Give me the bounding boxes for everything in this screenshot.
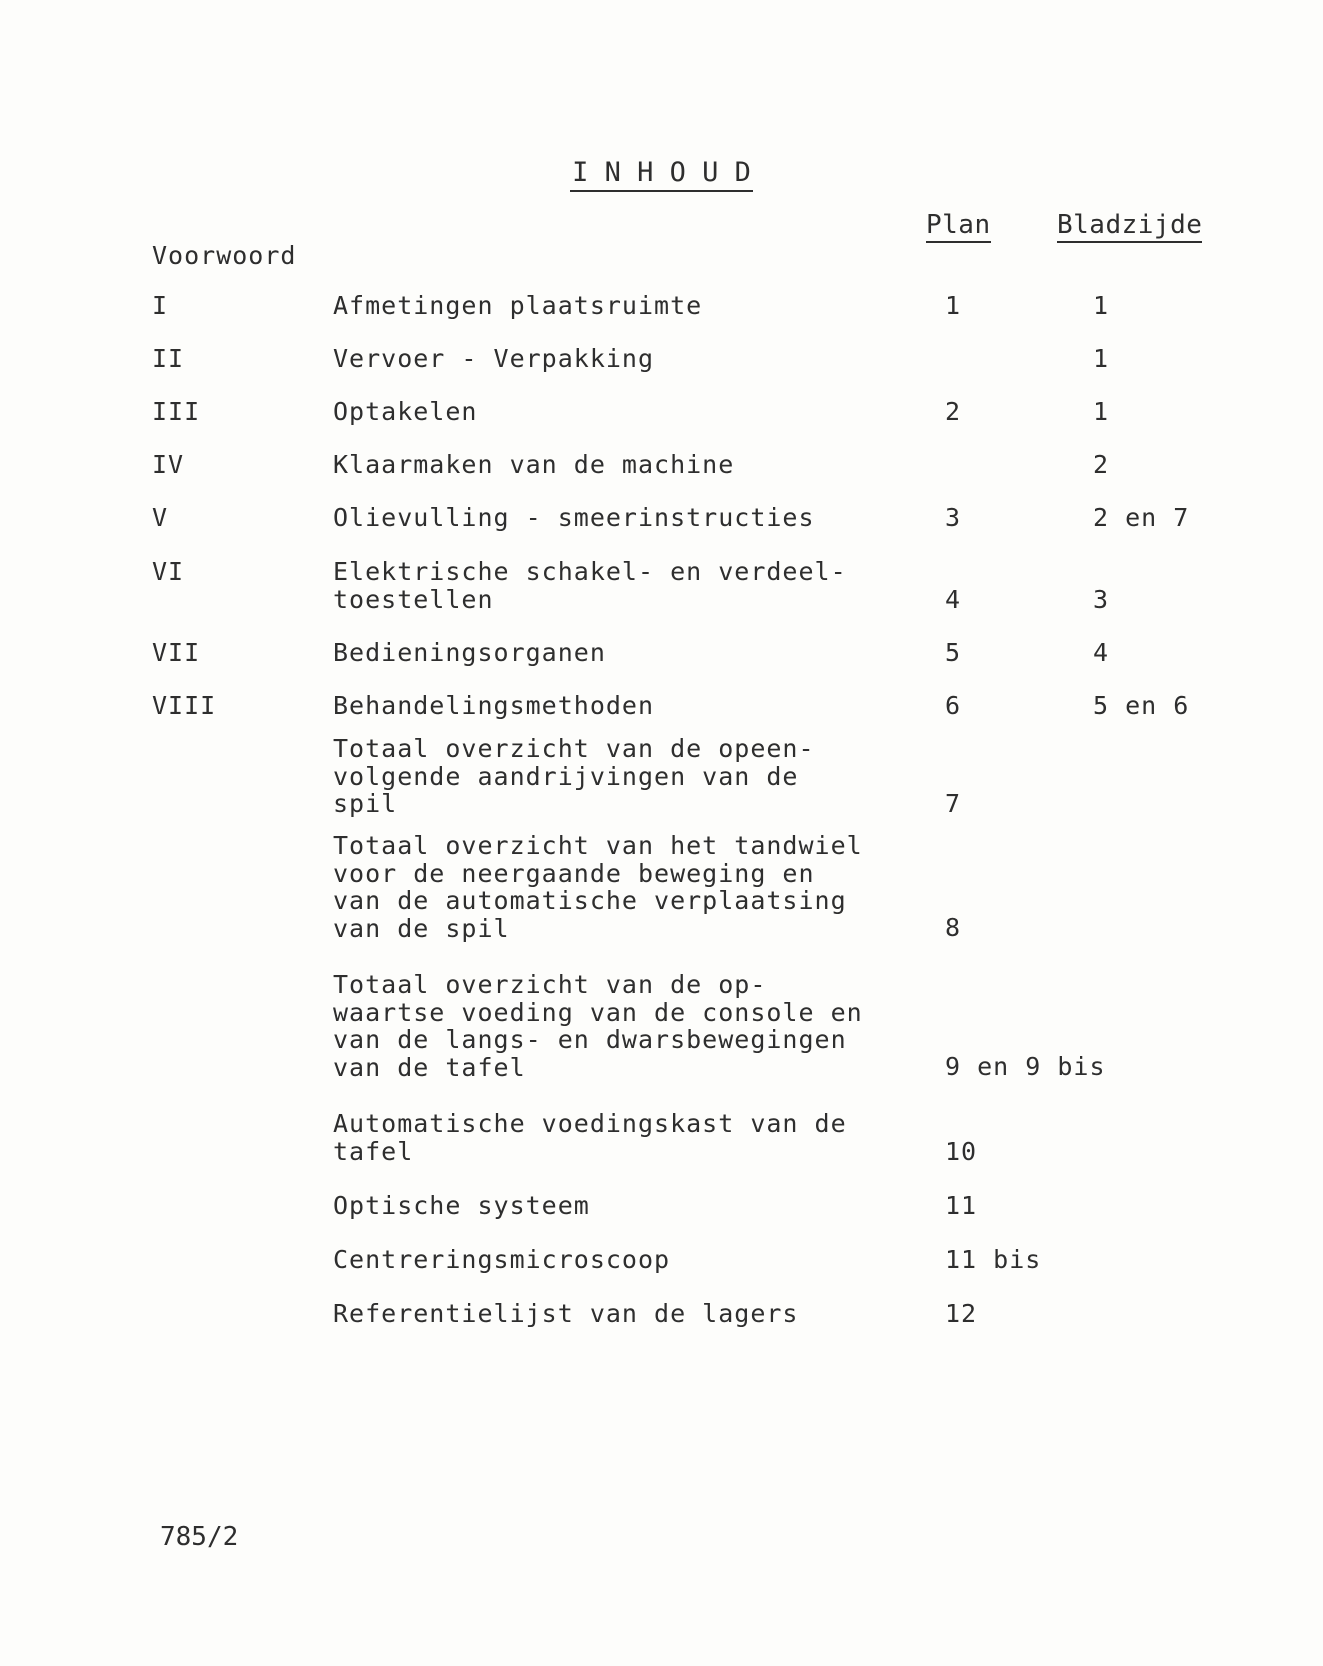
toc-entry-title: Olievulling - smeerinstructies bbox=[333, 503, 815, 532]
toc-entry-plan: 11 bis bbox=[945, 1245, 1042, 1274]
toc-entry-title: Centreringsmicroscoop bbox=[333, 1245, 671, 1274]
toc-entry-page: 5 en 6 bbox=[1093, 691, 1190, 720]
column-header-plan: Plan bbox=[926, 210, 991, 243]
toc-entry-page: 4 bbox=[1093, 638, 1110, 667]
toc-entry-number: VII bbox=[152, 638, 201, 667]
toc-entry-page: 2 bbox=[1093, 450, 1110, 479]
toc-entry-title: Referentielijst van de lagers bbox=[333, 1299, 799, 1328]
toc-entry-title: Automatische voedingskast van de tafel bbox=[333, 1109, 847, 1166]
toc-entry-plan: 5 bbox=[945, 638, 962, 667]
toc-entry-title: Behandelingsmethoden bbox=[333, 691, 655, 720]
toc-entry-plan: 12 bbox=[945, 1299, 978, 1328]
toc-entry-title: Klaarmaken van de machine bbox=[333, 450, 735, 479]
toc-entry-page: 3 bbox=[1093, 585, 1110, 614]
page-title-text: I N H O U D bbox=[570, 158, 753, 192]
document-reference-number: 785/2 bbox=[160, 1522, 239, 1552]
toc-entry-plan: 6 bbox=[945, 691, 962, 720]
toc-entry-title: Totaal overzicht van de opeen- volgende aandrijvingen van de spil bbox=[333, 734, 815, 818]
toc-entry-plan: 8 bbox=[945, 913, 962, 942]
column-header-page: Bladzijde bbox=[1057, 210, 1202, 243]
toc-entry-title: Totaal overzicht van de op- waartse voeding van de console en van de langs- en dwarsbewegingen van de tafel bbox=[333, 970, 863, 1082]
toc-entry-title: Totaal overzicht van het tandwiel voor de neergaande beweging en van de automatische verplaatsing van de spil bbox=[333, 831, 863, 943]
toc-entry-title: Elektrische schakel- en verdeel- toestellen bbox=[333, 557, 847, 614]
toc-entry-number: II bbox=[152, 344, 185, 373]
toc-entry-plan: 1 bbox=[945, 291, 962, 320]
toc-entry-number: III bbox=[152, 397, 201, 426]
toc-entry-title: Bedieningsorganen bbox=[333, 638, 606, 667]
toc-entry-page: 2 en 7 bbox=[1093, 503, 1190, 532]
toc-entry-page: 1 bbox=[1093, 397, 1110, 426]
toc-entry-number: VIII bbox=[152, 691, 217, 720]
toc-entry-number: VI bbox=[152, 557, 185, 586]
toc-entry-number: IV bbox=[152, 450, 185, 479]
page-title bbox=[0, 158, 1323, 192]
toc-entry-page: 1 bbox=[1093, 344, 1110, 373]
toc-entry-plan: 9 en 9 bis bbox=[945, 1052, 1106, 1081]
toc-entry-preface: Voorwoord bbox=[152, 241, 297, 270]
toc-entry-number: I bbox=[152, 291, 169, 320]
toc-entry-page: 1 bbox=[1093, 291, 1110, 320]
toc-entry-title: Optische systeem bbox=[333, 1191, 590, 1220]
toc-entry-number: V bbox=[152, 503, 169, 532]
toc-entry-title: Vervoer - Verpakking bbox=[333, 344, 655, 373]
toc-entry-title: Optakelen bbox=[333, 397, 478, 426]
toc-entry-plan: 11 bbox=[945, 1191, 978, 1220]
toc-entry-plan: 3 bbox=[945, 503, 962, 532]
toc-entry-plan: 10 bbox=[945, 1137, 978, 1166]
toc-entry-title: Afmetingen plaatsruimte bbox=[333, 291, 703, 320]
toc-entry-plan: 7 bbox=[945, 789, 962, 818]
toc-entry-plan: 2 bbox=[945, 397, 962, 426]
toc-entry-plan: 4 bbox=[945, 585, 962, 614]
